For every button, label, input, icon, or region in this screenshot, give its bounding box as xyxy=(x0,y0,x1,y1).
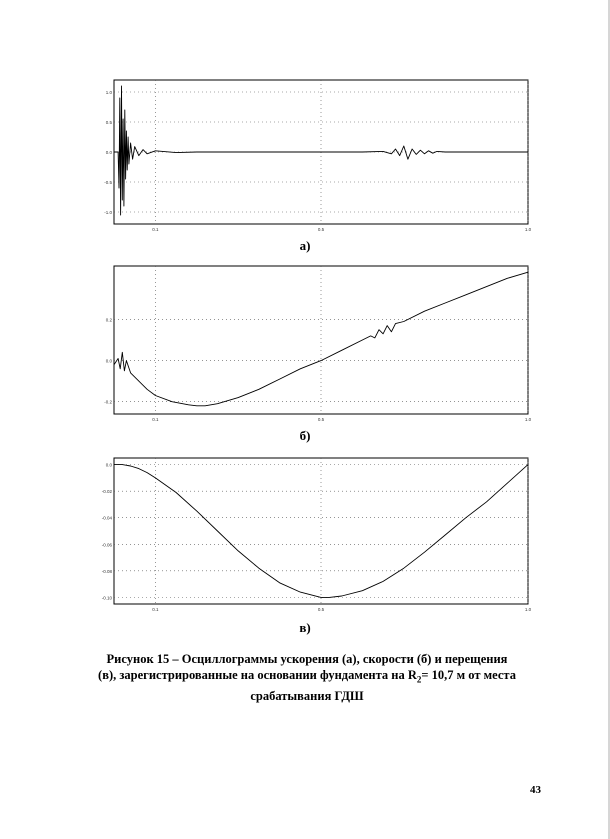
y-tick-label: -0.04 xyxy=(101,515,112,521)
y-tick-label: 0.5 xyxy=(105,120,112,125)
caption-line-2-end: = 10,7 м от места xyxy=(421,668,516,682)
chart-panel-acceleration xyxy=(100,74,532,234)
y-tick-label: 0.0 xyxy=(105,358,112,364)
x-tick-label: 0.5 xyxy=(317,607,325,612)
chart-panel-displacement xyxy=(100,452,532,614)
x-tick-label: 0.1 xyxy=(152,607,159,612)
x-tick-label: 1.0 xyxy=(524,227,532,232)
x-tick-label: 0.1 xyxy=(152,227,159,232)
y-tick-label: 1.0 xyxy=(105,90,112,95)
caption-line-1: Рисунок 15 – Осциллограммы ускорения (а), скорости (б) и перещения xyxy=(106,652,508,666)
y-tick-label: 0.0 xyxy=(105,150,112,155)
caption-subscript: 2 xyxy=(416,674,422,685)
y-tick-label: -0.02 xyxy=(101,489,112,495)
series-line xyxy=(114,86,528,215)
panel-label-b: б) xyxy=(299,428,311,443)
chart-velocity xyxy=(100,260,532,424)
x-tick-label: 1.0 xyxy=(524,607,532,612)
panel-label-a: а) xyxy=(299,238,311,253)
chart-acceleration xyxy=(100,74,532,234)
y-tick-label: -0.08 xyxy=(101,568,112,574)
caption-line-2-start: (в), зарегистрированные на основании фундамента на R xyxy=(98,668,417,682)
plot-frame xyxy=(114,266,528,414)
panel-label-v: в) xyxy=(299,620,311,635)
x-tick-label: 0.5 xyxy=(317,227,325,232)
y-tick-label: 0.2 xyxy=(105,317,112,323)
x-tick-label: 0.5 xyxy=(317,417,325,422)
chart-displacement xyxy=(100,452,532,614)
x-tick-label: 1.0 xyxy=(524,417,532,422)
y-tick-label: -0.2 xyxy=(104,399,112,405)
x-tick-label: 0.1 xyxy=(152,417,159,422)
y-tick-label: 0.0 xyxy=(105,462,112,468)
y-tick-label: -0.10 xyxy=(101,595,112,601)
y-tick-label: -0.5 xyxy=(104,180,112,185)
y-tick-label: -1.0 xyxy=(104,210,112,215)
chart-panel-velocity xyxy=(100,260,532,424)
caption-line-2 xyxy=(82,667,532,688)
figure-caption xyxy=(82,651,532,704)
y-tick-label: -0.06 xyxy=(101,542,112,548)
caption-line-3: срабатывания ГДШ xyxy=(250,688,364,703)
page-number: 43 xyxy=(530,784,541,796)
